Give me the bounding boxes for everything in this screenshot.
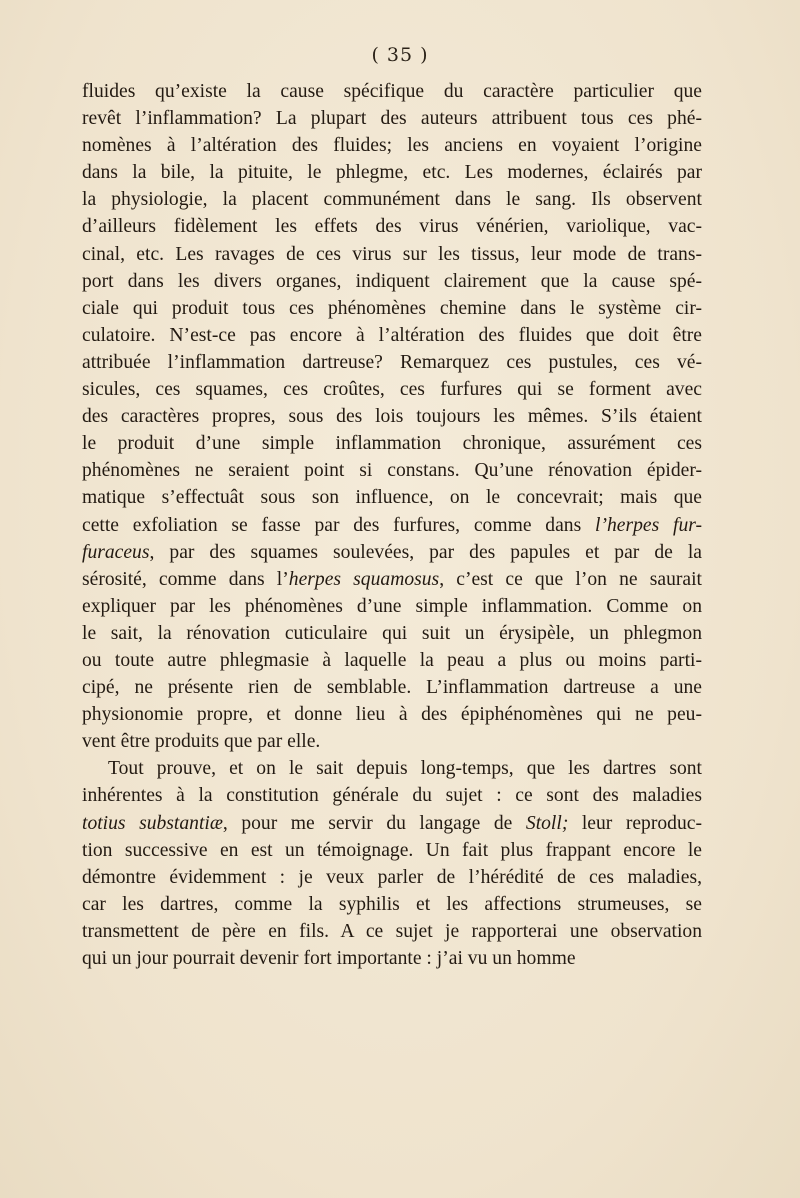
line-text: d’ailleurs fidèlement les effets des virus vénérien, variolique, vac- xyxy=(82,216,702,238)
line-text: Tout prouve, et on le sait depuis long-temps, que les dartres sont xyxy=(108,758,702,780)
line-text: port dans les divers organes, indiquent clairement que la cause spé- xyxy=(82,270,702,292)
text-line xyxy=(82,674,702,701)
line-text: sicules, ces squames, ces croûtes, ces furfures qui se forment avec xyxy=(82,379,702,401)
text-line xyxy=(82,159,702,186)
line-text: culatoire. N’est-ce pas encore à l’altération des fluides que doit être xyxy=(82,324,702,346)
italic-text: totius substantiæ xyxy=(82,812,223,834)
text-line xyxy=(82,647,702,674)
line-text: dans la bile, la pituite, le phlegme, etc. Les modernes, éclairés par xyxy=(82,162,702,184)
page-number: ( 35 ) xyxy=(371,44,429,66)
text-line xyxy=(82,457,702,484)
line-text: la physiologie, la placent communément dans le sang. Ils observent xyxy=(82,189,702,211)
line-text: des caractères propres, sous des lois toujours les mêmes. S’ils étaient xyxy=(82,406,702,428)
line-text: , c’est ce que l’on ne saurait xyxy=(439,568,702,590)
line-text: car les dartres, comme la syphilis et les affections strumeuses, se xyxy=(82,893,702,915)
body-text xyxy=(82,78,702,972)
line-text: , par des squames soulevées, par des papules et par de la xyxy=(149,541,702,563)
line-text: inhérentes à la constitution générale du sujet : ce sont des maladies xyxy=(82,785,702,807)
text-line xyxy=(82,593,702,620)
line-text: sérosité, comme dans l’ xyxy=(82,568,289,590)
italic-text: Stoll; xyxy=(525,812,569,834)
text-line xyxy=(82,268,702,295)
line-text: démontre évidemment : je veux parler de l’hérédité de ces maladies, xyxy=(82,866,702,888)
text-line xyxy=(82,918,702,945)
line-text: attribuée l’inflammation dartreuse? Remarquez ces pustules, ces vé- xyxy=(82,351,702,373)
text-line xyxy=(82,484,702,511)
line-text: qui un jour pourrait devenir fort importante : j’ai vu un homme xyxy=(82,948,576,969)
text-line xyxy=(82,620,702,647)
text-line xyxy=(82,701,702,728)
line-text: expliquer par les phénomènes d’une simple inflammation. Comme on xyxy=(82,595,702,617)
text-line xyxy=(82,539,702,566)
text-line xyxy=(82,755,702,782)
italic-text: furaceus xyxy=(82,541,150,563)
line-text: transmettent de père en fils. A ce sujet je rapporterai une observation xyxy=(82,920,702,942)
text-line xyxy=(82,241,702,268)
line-text: cette exfoliation se fasse par des furfures, comme dans xyxy=(82,514,596,536)
line-text: vent être produits que par elle. xyxy=(82,731,321,753)
text-line xyxy=(82,945,702,972)
line-text: ou toute autre phlegmasie à laquelle la peau a plus ou moins parti- xyxy=(82,649,702,671)
text-line xyxy=(82,186,702,213)
text-line xyxy=(82,782,702,809)
line-text: phénomènes ne seraient point si constans. Qu’une rénovation épider- xyxy=(82,460,702,482)
text-line xyxy=(82,512,702,539)
line-text: revêt l’inflammation? La plupart des auteurs attribuent tous ces phé- xyxy=(82,108,702,130)
text-line xyxy=(82,403,702,430)
text-line xyxy=(82,78,702,105)
line-text: le produit d’une simple inflammation chronique, assurément ces xyxy=(82,433,702,455)
line-text: ciale qui produit tous ces phénomènes chemine dans le système cir- xyxy=(82,297,702,319)
text-line xyxy=(82,376,702,403)
text-line xyxy=(82,864,702,891)
line-text: matique s’effectuât sous son influence, on le concevrait; mais que xyxy=(82,487,702,509)
text-line xyxy=(82,322,702,349)
italic-text: herpes squamosus xyxy=(288,568,440,590)
line-text: fluides qu’existe la cause spécifique du caractère particulier que xyxy=(82,81,702,102)
line-text: nomènes à l’altération des fluides; les anciens en voyaient l’origine xyxy=(82,135,702,157)
line-text: tion successive en est un témoignage. Un fait plus frappant encore le xyxy=(82,839,702,861)
text-line xyxy=(82,728,702,755)
text-line xyxy=(82,295,702,322)
italic-text: l’herpes fur- xyxy=(595,514,702,536)
text-line xyxy=(82,810,702,837)
text-line xyxy=(82,430,702,457)
text-line xyxy=(82,891,702,918)
line-text: cinal, etc. Les ravages de ces virus sur les tissus, leur mode de trans- xyxy=(82,243,702,265)
line-text: leur reproduc- xyxy=(568,812,702,834)
text-line xyxy=(82,566,702,593)
line-text: cipé, ne présente rien de semblable. L’inflammation dartreuse a une xyxy=(82,677,702,699)
line-text: , pour me servir du langage de xyxy=(222,812,526,834)
text-line xyxy=(82,213,702,240)
text-line xyxy=(82,349,702,376)
line-text: le sait, la rénovation cuticulaire qui suit un érysipèle, un phlegmon xyxy=(82,622,702,644)
text-line xyxy=(82,837,702,864)
text-line xyxy=(82,105,702,132)
text-line xyxy=(82,132,702,159)
line-text: physionomie propre, et donne lieu à des épiphénomènes qui ne peu- xyxy=(82,704,702,726)
